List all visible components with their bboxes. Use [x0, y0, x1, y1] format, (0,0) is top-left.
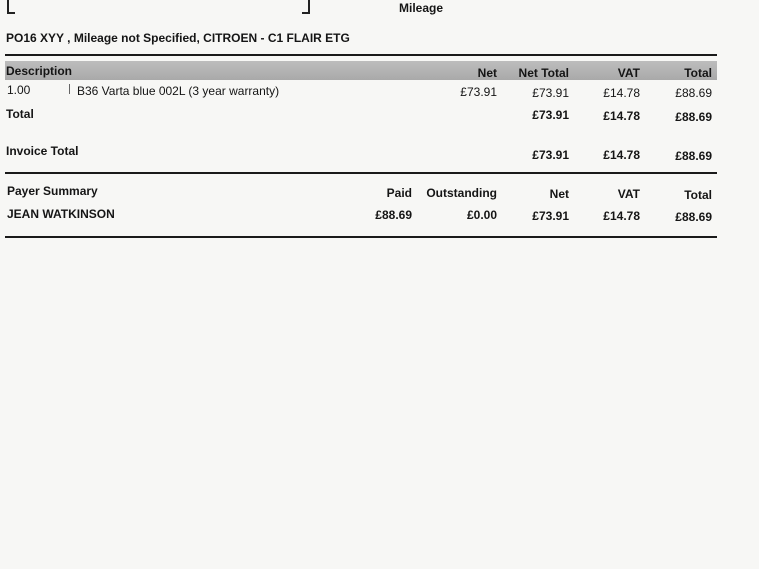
rule-bottom: [5, 236, 717, 238]
item-net: £73.91: [460, 85, 497, 99]
col-net: Net: [477, 66, 497, 80]
item-total: £88.69: [675, 86, 712, 100]
col-total: Total: [684, 66, 712, 80]
col-description: Description: [6, 64, 73, 78]
payer-net: £73.91: [532, 209, 569, 223]
payer-col-outstanding: Outstanding: [426, 186, 497, 200]
col-net-total: Net Total: [518, 66, 569, 80]
payer-name: JEAN WATKINSON: [7, 207, 115, 221]
vehicle-line: PO16 XYY , Mileage not Specified, CITROEN - C1 FLAIR ETG: [6, 31, 350, 45]
box-corner-left: [7, 0, 15, 14]
item-vat: £14.78: [603, 86, 640, 100]
item-description: B36 Varta blue 002L (3 year warranty): [77, 84, 280, 98]
invoice-total-total: £88.69: [675, 149, 712, 163]
item-net-total: £73.91: [532, 86, 569, 100]
invoice-total-vat: £14.78: [603, 148, 640, 162]
col-vat: VAT: [617, 66, 640, 80]
total-label: Total: [6, 107, 34, 121]
payer-total: £88.69: [675, 210, 712, 224]
payer-col-paid: Paid: [386, 186, 412, 200]
item-qty: 1.00: [7, 83, 31, 97]
invoice-total-net: £73.91: [532, 148, 569, 162]
invoice-total-label: Invoice Total: [6, 144, 79, 158]
total-total: £88.69: [675, 110, 712, 124]
total-vat: £14.78: [603, 109, 640, 123]
box-corner-right: [302, 0, 310, 14]
rule-middle: [5, 172, 717, 174]
payer-col-net: Net: [549, 187, 569, 201]
payer-paid: £88.69: [375, 208, 412, 222]
payer-outstanding: £0.00: [466, 208, 497, 222]
row-tick: [69, 84, 70, 94]
payer-col-vat: VAT: [617, 187, 640, 201]
rule-top: [5, 54, 717, 56]
total-net-total: £73.91: [532, 108, 569, 122]
mileage-label: Mileage: [399, 1, 444, 15]
payer-vat: £14.78: [603, 209, 640, 223]
payer-col-total: Total: [684, 188, 712, 202]
payer-summary-label: Payer Summary: [7, 184, 98, 198]
